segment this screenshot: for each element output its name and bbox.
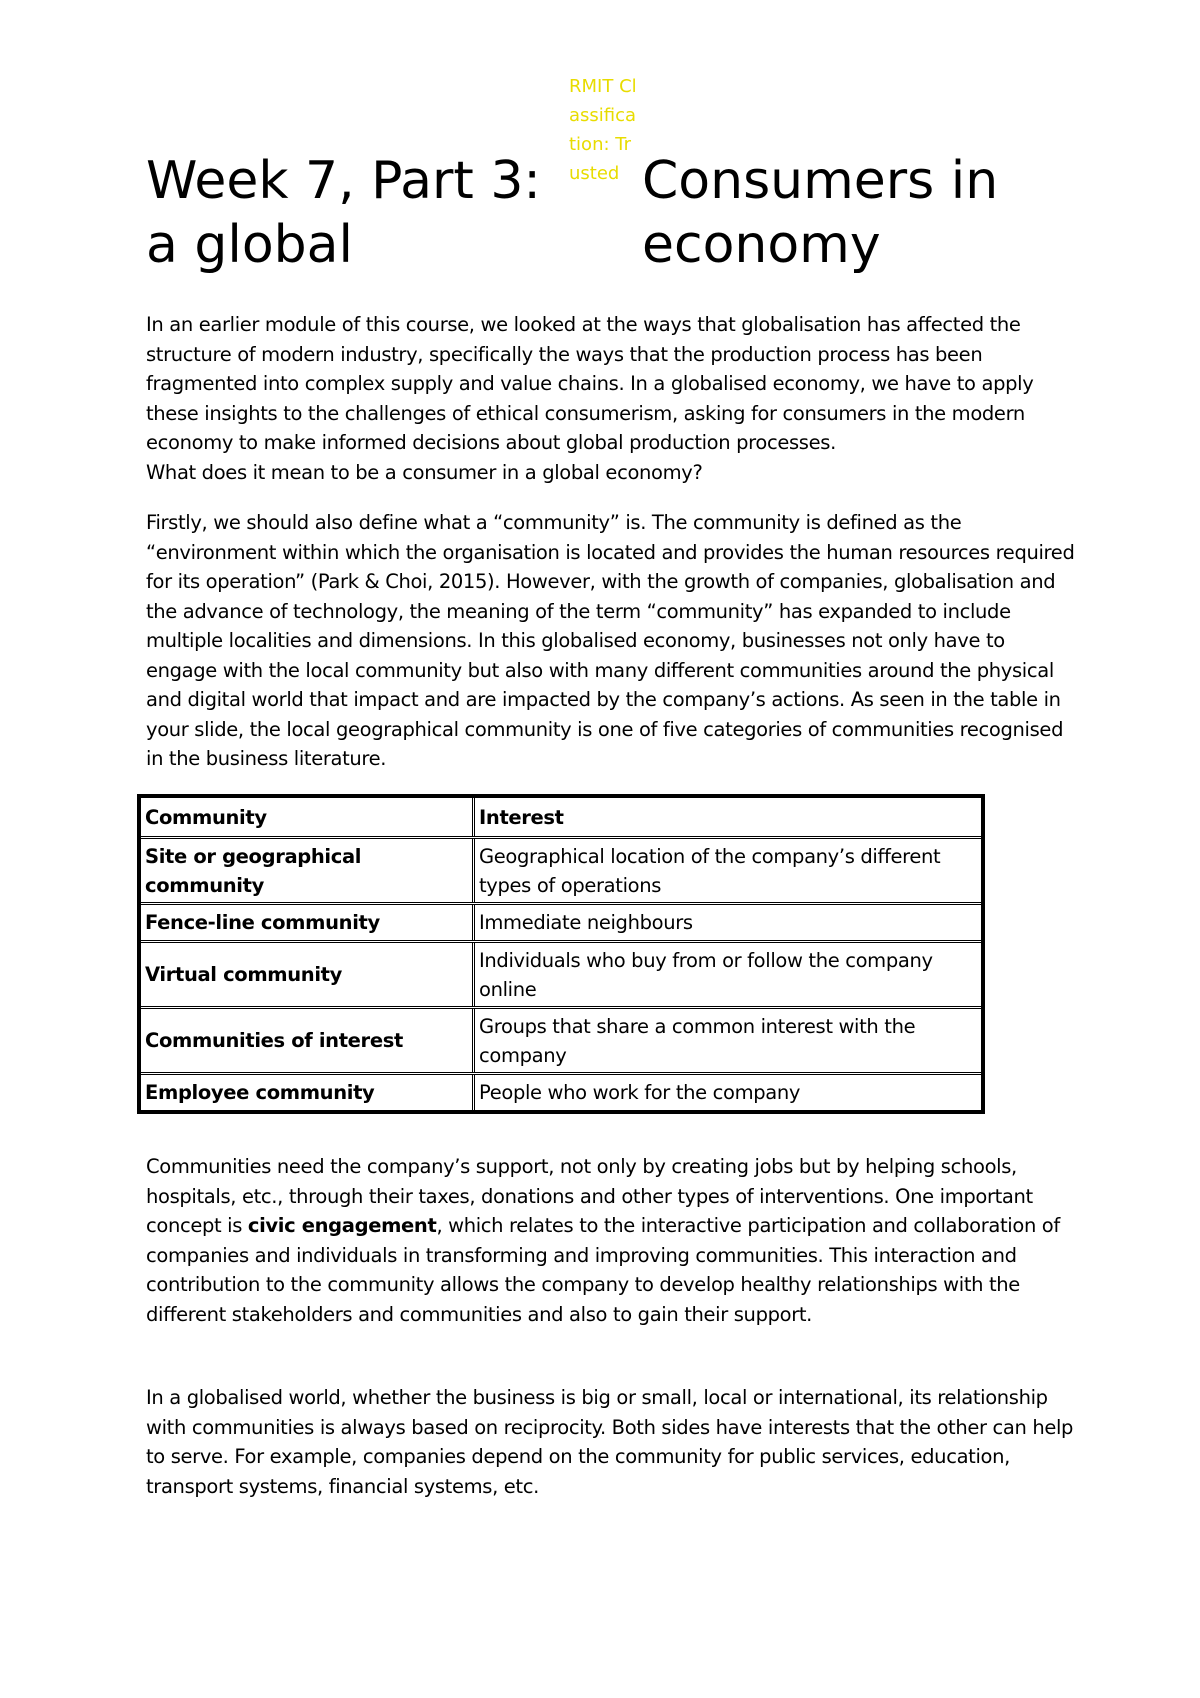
intro-paragraph <box>146 310 1076 487</box>
community-cell: Fence-line community <box>141 905 475 940</box>
civic-text-before: Communities need the company’s support, not only by creating jobs but by helping schools, hospitals, etc., through their taxes, donations and other types of interventions. One important concept is <box>146 1155 1033 1237</box>
title-left-line2: a global <box>146 215 353 275</box>
table-header-row <box>141 798 981 836</box>
reciprocity-paragraph: In a globalised world, whether the business is big or small, local or international, its relationship with communities is always based on reciprocity. Both sides have interests that the other can help to serve. For example, companies depend on the community for public services, education, transport systems, financial systems, etc. <box>146 1386 1074 1498</box>
civic-text-after: , which relates to the interactive participation and collaboration of companies and individuals in transforming and improving communities. This interaction and contribution to the community allows the company to develop healthy relationships with the different stakeholders and communities and also to gain their support. <box>146 1214 1060 1326</box>
title-right-line1: Consumers in <box>642 151 999 211</box>
civic-engagement-paragraph <box>146 1152 1076 1329</box>
community-definition-paragraph: Firstly, we should also define what a “community” is. The community is defined as the “environment within which the organisation is located and provides the human resources required for its operation” (Park & Choi, 2015). However, with the growth of companies, globalisation and the advance of technology, the meaning of the term “community” has expanded to include multiple localities and dimensions. In this globalised economy, businesses not only have to engage with the local community but also with many different communities around the physical and digital world that impact and are impacted by the company’s actions. As seen in the table in your slide, the local geographical community is one of five categories of communities recognised in the business literature. <box>146 511 1075 770</box>
title-right-line2: economy <box>642 215 881 275</box>
interest-cell: Immediate neighbours <box>479 911 693 934</box>
classification-label: RMIT Classification: Trusted <box>569 76 637 184</box>
community-cell: Virtual community <box>141 943 475 1006</box>
header-interest: Interest <box>479 805 564 829</box>
intro-question: What does it mean to be a consumer in a global economy? <box>146 460 703 484</box>
interest-cell: Geographical location of the company’s different types of operations <box>479 844 941 897</box>
community-cell: Communities of interest <box>141 1009 475 1072</box>
intro-text: In an earlier module of this course, we looked at the ways that globalisation has affected the structure of modern industry, specifically the ways that the production process has been fragmented into complex supply and value chains. In a globalised economy, we have to apply these insights to the challenges of ethical consumerism, asking for consumers in the modern economy to make informed decisions about global production processes. <box>146 313 1034 454</box>
table-row <box>141 836 981 902</box>
civic-engagement-term: civic engagement <box>247 1214 437 1237</box>
table-row <box>141 940 981 1006</box>
interest-cell: Individuals who buy from or follow the company online <box>479 948 933 1001</box>
title-left-line1: Week 7, Part 3: <box>146 151 541 211</box>
community-cell: Employee community <box>141 1075 475 1110</box>
interest-cell: People who work for the company <box>479 1081 801 1104</box>
table-row <box>141 1072 981 1110</box>
table-row <box>141 902 981 940</box>
interest-cell: Groups that share a common interest with the company <box>479 1014 916 1067</box>
table-row <box>141 1006 981 1072</box>
community-table <box>137 794 985 1114</box>
header-community: Community <box>141 798 475 836</box>
community-cell: Site or geographical community <box>141 839 475 902</box>
